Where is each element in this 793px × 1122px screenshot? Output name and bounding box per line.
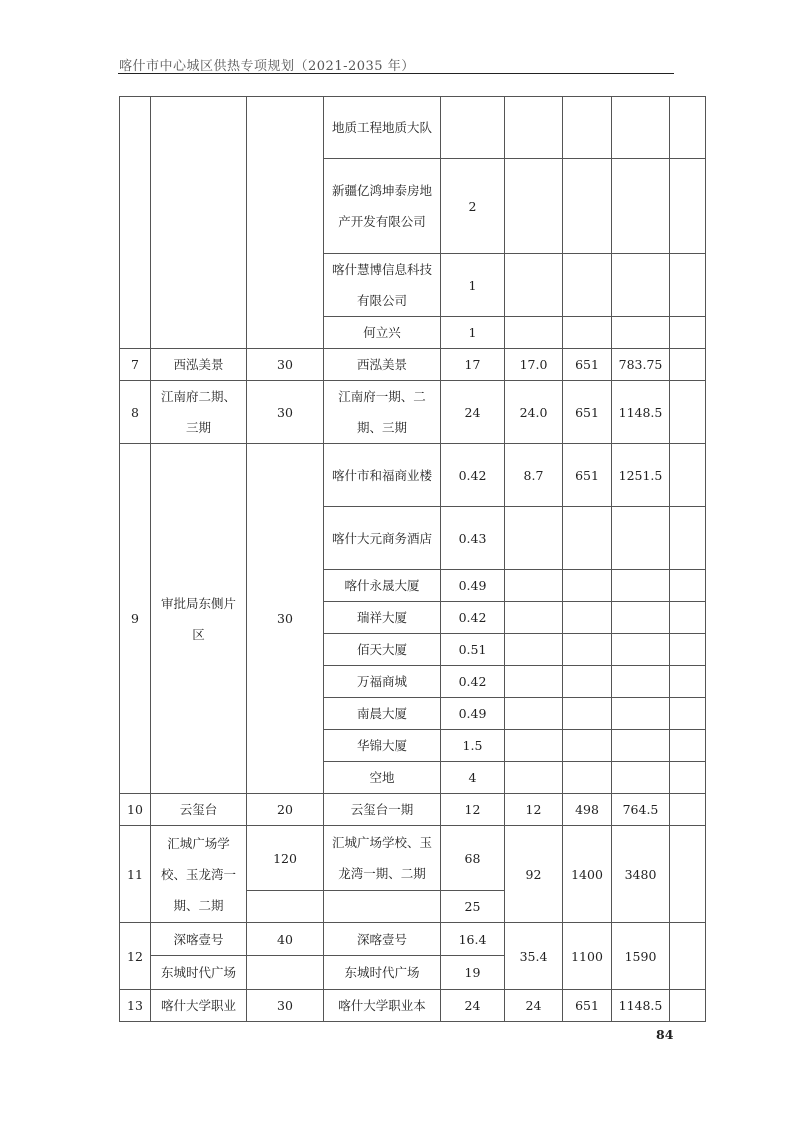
cell-area: 24 xyxy=(441,990,505,1022)
cell-load: 1400 xyxy=(563,826,612,923)
cell-company: 喀什市和福商业楼 xyxy=(324,444,441,507)
cell-dist: 30 xyxy=(247,349,324,381)
cell-note xyxy=(670,159,706,254)
table-row xyxy=(120,923,706,956)
cell-no: 13 xyxy=(120,990,151,1022)
cell-company: 汇城广场学校、玉龙湾一期、二期 xyxy=(324,826,441,891)
cell-company: 何立兴 xyxy=(324,317,441,349)
table-row xyxy=(120,349,706,381)
cell-dist xyxy=(247,891,324,923)
cell-area: 68 xyxy=(441,826,505,891)
cell-total xyxy=(505,159,563,254)
cell-load: 651 xyxy=(563,381,612,444)
cell-heat xyxy=(612,698,670,730)
cell-total: 12 xyxy=(505,794,563,826)
cell-no: 9 xyxy=(120,444,151,794)
table-row xyxy=(120,97,706,159)
cell-total xyxy=(505,634,563,666)
cell-company: 喀什大学职业本 xyxy=(324,990,441,1022)
cell-no xyxy=(120,97,151,349)
cell-company: 喀什大元商务酒店 xyxy=(324,507,441,570)
cell-name: 西泓美景 xyxy=(151,349,247,381)
table-row xyxy=(120,381,706,444)
cell-total: 35.4 xyxy=(505,923,563,990)
cell-company: 新疆亿鸿坤泰房地产开发有限公司 xyxy=(324,159,441,254)
cell-note xyxy=(670,923,706,990)
cell-area: 0.49 xyxy=(441,698,505,730)
cell-note xyxy=(670,444,706,507)
cell-heat: 1148.5 xyxy=(612,990,670,1022)
cell-heat xyxy=(612,762,670,794)
page-number: 84 xyxy=(656,1027,674,1042)
cell-note xyxy=(670,634,706,666)
cell-load xyxy=(563,254,612,317)
cell-note xyxy=(670,698,706,730)
cell-area: 16.4 xyxy=(441,923,505,956)
cell-heat xyxy=(612,507,670,570)
cell-company: 佰天大厦 xyxy=(324,634,441,666)
cell-load: 498 xyxy=(563,794,612,826)
cell-company: 地质工程地质大队 xyxy=(324,97,441,159)
cell-note xyxy=(670,762,706,794)
cell-no: 7 xyxy=(120,349,151,381)
header-rule xyxy=(118,73,674,74)
cell-note xyxy=(670,254,706,317)
cell-company: 西泓美景 xyxy=(324,349,441,381)
cell-name: 云玺台 xyxy=(151,794,247,826)
cell-company: 喀什永晟大厦 xyxy=(324,570,441,602)
cell-load xyxy=(563,97,612,159)
cell-area: 4 xyxy=(441,762,505,794)
cell-load: 651 xyxy=(563,990,612,1022)
cell-load xyxy=(563,762,612,794)
cell-company: 华锦大厦 xyxy=(324,730,441,762)
table-row xyxy=(120,826,706,891)
cell-total: 8.7 xyxy=(505,444,563,507)
cell-name: 喀什大学职业 xyxy=(151,990,247,1022)
cell-note xyxy=(670,349,706,381)
cell-company: 万福商城 xyxy=(324,666,441,698)
cell-total: 24 xyxy=(505,990,563,1022)
cell-heat xyxy=(612,570,670,602)
cell-dist xyxy=(247,956,324,990)
cell-load xyxy=(563,730,612,762)
cell-dist: 20 xyxy=(247,794,324,826)
table-row xyxy=(120,990,706,1022)
cell-load xyxy=(563,602,612,634)
cell-note xyxy=(670,97,706,159)
cell-heat xyxy=(612,159,670,254)
cell-total xyxy=(505,730,563,762)
cell-area: 0.51 xyxy=(441,634,505,666)
cell-area: 1 xyxy=(441,254,505,317)
cell-dist: 40 xyxy=(247,923,324,956)
cell-name: 江南府二期、三期 xyxy=(151,381,247,444)
cell-heat xyxy=(612,317,670,349)
cell-note xyxy=(670,507,706,570)
cell-total xyxy=(505,602,563,634)
cell-note xyxy=(670,381,706,444)
cell-dist: 120 xyxy=(247,826,324,891)
cell-total: 24.0 xyxy=(505,381,563,444)
cell-total xyxy=(505,507,563,570)
cell-name: 汇城广场学校、玉龙湾一期、二期 xyxy=(151,826,247,923)
cell-load xyxy=(563,570,612,602)
cell-dist xyxy=(247,97,324,349)
cell-area: 24 xyxy=(441,381,505,444)
cell-area xyxy=(441,97,505,159)
cell-total xyxy=(505,698,563,730)
cell-note xyxy=(670,990,706,1022)
cell-note xyxy=(670,730,706,762)
heating-data-table xyxy=(119,96,706,1022)
table-row xyxy=(120,444,706,507)
cell-dist: 30 xyxy=(247,444,324,794)
cell-note xyxy=(670,666,706,698)
cell-company: 江南府一期、二期、三期 xyxy=(324,381,441,444)
cell-name: 深喀壹号 xyxy=(151,923,247,956)
cell-heat xyxy=(612,730,670,762)
running-header-title: 喀什市中心城区供热专项规划（2021-2035 年） xyxy=(119,59,415,74)
cell-total xyxy=(505,762,563,794)
cell-heat: 1590 xyxy=(612,923,670,990)
cell-heat: 1251.5 xyxy=(612,444,670,507)
cell-name: 东城时代广场 xyxy=(151,956,247,990)
cell-company: 云玺台一期 xyxy=(324,794,441,826)
table-row xyxy=(120,794,706,826)
cell-name xyxy=(151,97,247,349)
cell-area: 0.42 xyxy=(441,666,505,698)
cell-total: 92 xyxy=(505,826,563,923)
cell-heat xyxy=(612,602,670,634)
cell-company xyxy=(324,891,441,923)
cell-area: 17 xyxy=(441,349,505,381)
cell-heat: 1148.5 xyxy=(612,381,670,444)
cell-load xyxy=(563,507,612,570)
cell-name: 审批局东侧片区 xyxy=(151,444,247,794)
cell-load xyxy=(563,159,612,254)
cell-load xyxy=(563,698,612,730)
cell-no: 10 xyxy=(120,794,151,826)
cell-area: 25 xyxy=(441,891,505,923)
cell-heat xyxy=(612,666,670,698)
cell-heat: 3480 xyxy=(612,826,670,923)
cell-heat: 783.75 xyxy=(612,349,670,381)
cell-company: 东城时代广场 xyxy=(324,956,441,990)
cell-area: 12 xyxy=(441,794,505,826)
cell-area: 2 xyxy=(441,159,505,254)
cell-load: 651 xyxy=(563,444,612,507)
cell-heat xyxy=(612,634,670,666)
cell-note xyxy=(670,317,706,349)
cell-area: 0.42 xyxy=(441,444,505,507)
cell-heat: 764.5 xyxy=(612,794,670,826)
cell-note xyxy=(670,826,706,923)
cell-total: 17.0 xyxy=(505,349,563,381)
cell-company: 瑞祥大厦 xyxy=(324,602,441,634)
cell-company: 南晨大厦 xyxy=(324,698,441,730)
cell-dist: 30 xyxy=(247,990,324,1022)
cell-load: 651 xyxy=(563,349,612,381)
cell-company: 喀什慧博信息科技有限公司 xyxy=(324,254,441,317)
cell-area: 0.42 xyxy=(441,602,505,634)
cell-note xyxy=(670,570,706,602)
cell-no: 11 xyxy=(120,826,151,923)
cell-area: 19 xyxy=(441,956,505,990)
cell-heat xyxy=(612,97,670,159)
cell-total xyxy=(505,570,563,602)
cell-total xyxy=(505,317,563,349)
cell-load xyxy=(563,317,612,349)
cell-total xyxy=(505,254,563,317)
cell-no: 12 xyxy=(120,923,151,990)
cell-company: 深喀壹号 xyxy=(324,923,441,956)
cell-no: 8 xyxy=(120,381,151,444)
cell-area: 1.5 xyxy=(441,730,505,762)
cell-area: 1 xyxy=(441,317,505,349)
cell-load xyxy=(563,634,612,666)
cell-load xyxy=(563,666,612,698)
cell-area: 0.43 xyxy=(441,507,505,570)
cell-total xyxy=(505,97,563,159)
cell-heat xyxy=(612,254,670,317)
cell-company: 空地 xyxy=(324,762,441,794)
cell-total xyxy=(505,666,563,698)
cell-note xyxy=(670,602,706,634)
cell-load: 1100 xyxy=(563,923,612,990)
cell-area: 0.49 xyxy=(441,570,505,602)
cell-note xyxy=(670,794,706,826)
cell-dist: 30 xyxy=(247,381,324,444)
